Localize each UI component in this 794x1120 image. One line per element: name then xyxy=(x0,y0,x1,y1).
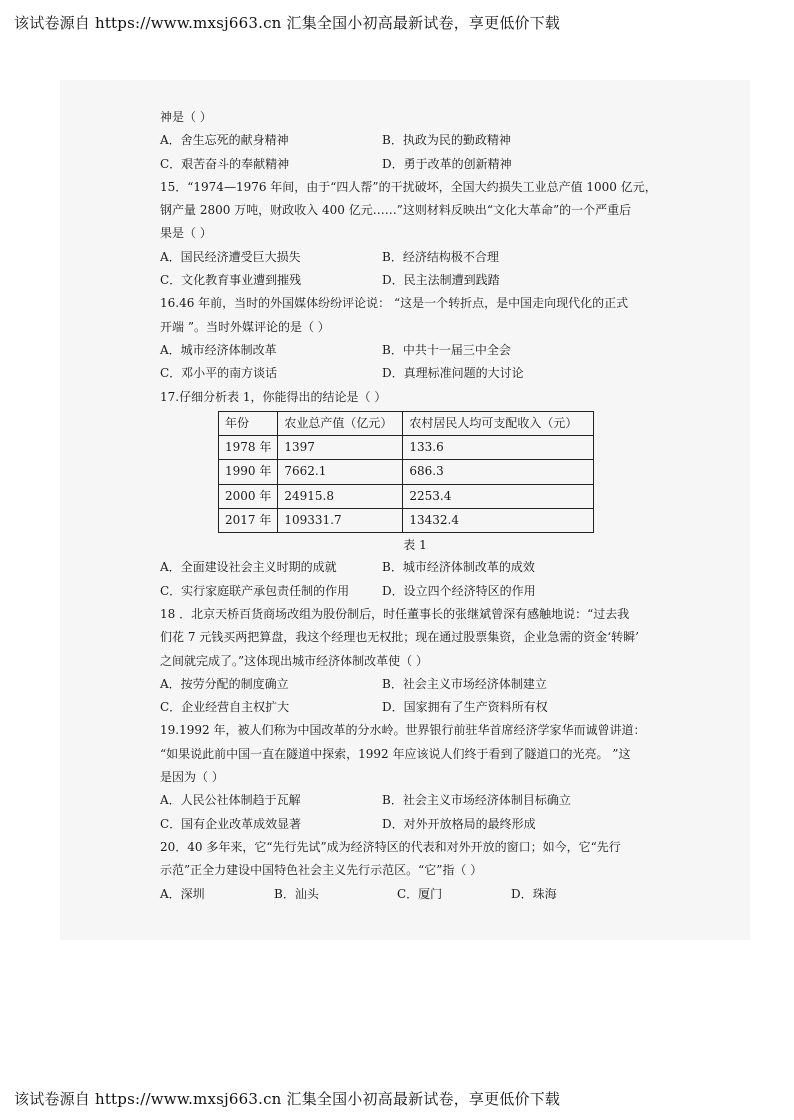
source-banner-bottom: 该试卷源自 https://www.mxsj663.cn 汇集全国小初高最新试卷，享更低价下载 xyxy=(14,1090,561,1108)
q14-tail: 神是（ ） xyxy=(160,110,212,124)
q20-option-d: D．珠海 xyxy=(511,886,557,901)
q16-option-d: D．真理标准问题的大讨论 xyxy=(382,366,524,381)
table-row xyxy=(219,436,594,460)
q17-option-c: C．实行家庭联产承包责任制的作用 xyxy=(160,583,350,598)
q15-options-row2 xyxy=(160,269,680,292)
q18-stem-line2: 们花 7 元钱买两把算盘，我这个经理也无权批；现在通过股票集资，企业急需的资金‘转瞬’ xyxy=(160,630,639,645)
table-cell: 24915.8 xyxy=(278,484,403,508)
table-row xyxy=(219,509,594,533)
q20-stem-line1: 20．40 多年来，它“先行先试”成为经济特区的代表和对外开放的窗口；如今，它“先行 xyxy=(160,839,621,854)
table-cell: 13432.4 xyxy=(403,509,594,533)
table-header-agri-output: 农业总产值（亿元） xyxy=(278,411,403,435)
q19-option-c: C．国有企业改革成效显著 xyxy=(160,816,302,831)
table-row xyxy=(219,460,594,484)
exam-document xyxy=(160,106,680,908)
q18-option-c: C．企业经营自主权扩大 xyxy=(160,700,290,715)
q15-option-c: C．文化教育事业遭到摧残 xyxy=(160,273,302,288)
q19-stem-line1: 19.1992 年，被人们称为中国改革的分水岭。世界银行前驻华首席经济学家华而诚曾讲道： xyxy=(160,723,646,738)
table-header-year: 年份 xyxy=(219,411,278,435)
q15-stem-line1: 15．“1974—1976 年间，由于“四人帮”的干扰破坏，全国大约损失工业总产值 1000 亿元， xyxy=(160,179,657,194)
q19-options-row1 xyxy=(160,789,680,812)
q16-stem-line1: 16.46 年前，当时的外国媒体纷纷评论说： “这是一个转折点，是中国走向现代化的正式 xyxy=(160,296,629,311)
q14-options-row1 xyxy=(160,129,680,152)
q15-stem-line2: 钢产量 2800 万吨，财政收入 400 亿元……”这则材料反映出“文化大革命”的一个严重后 xyxy=(160,203,632,218)
q17-option-d: D．设立四个经济特区的作用 xyxy=(382,583,536,598)
q19-options-row2 xyxy=(160,813,680,836)
table-cell: 7662.1 xyxy=(278,460,403,484)
q18-options-row2 xyxy=(160,696,680,719)
q17-option-a: A．全面建设社会主义时期的成就 xyxy=(160,560,337,575)
table-cell: 1990 年 xyxy=(219,460,278,484)
q15-stem-line3: 果是（ ） xyxy=(160,226,212,241)
table-cell: 2253.4 xyxy=(403,484,594,508)
table-cell: 109331.7 xyxy=(278,509,403,533)
table-header-row xyxy=(219,411,594,435)
q14-option-b: B．执政为民的勤政精神 xyxy=(382,133,511,148)
q20-option-c: C．厦门 xyxy=(397,886,443,901)
q19-stem-line2: “如果说此前中国一直在隧道中探索，1992 年应该说人们终于看到了隧道口的光亮。 ”这 xyxy=(160,746,631,761)
q20-option-b: B．汕头 xyxy=(274,886,319,901)
table-cell: 1397 xyxy=(278,436,403,460)
q17-stem: 17.仔细分析表 1，你能得出的结论是（ ） xyxy=(160,389,387,404)
q14-option-a: A．舍生忘死的献身精神 xyxy=(160,133,289,148)
q14-options-row2 xyxy=(160,153,680,176)
table-cell: 2017 年 xyxy=(219,509,278,533)
source-banner-top: 该试卷源自 https://www.mxsj663.cn 汇集全国小初高最新试卷，享更低价下载 xyxy=(14,14,561,32)
q19-option-a: A．人民公社体制趋于瓦解 xyxy=(160,793,301,808)
table-caption: 表 1 xyxy=(403,538,427,553)
q20-options-row xyxy=(160,883,680,908)
q20-option-a: A．深圳 xyxy=(160,886,205,901)
table-cell: 133.6 xyxy=(403,436,594,460)
q16-option-c: C．邓小平的南方谈话 xyxy=(160,366,278,381)
q16-stem-line2: 开端 ”。当时外媒评论的是（ ） xyxy=(160,319,330,334)
q17-data-table xyxy=(218,411,594,533)
table-cell: 686.3 xyxy=(403,460,594,484)
q15-option-b: B．经济结构极不合理 xyxy=(382,249,499,264)
q18-stem-line3: 之间就完成了。”这体现出城市经济体制改革使（ ） xyxy=(160,653,428,668)
q17-option-b: B．城市经济体制改革的成效 xyxy=(382,560,535,575)
q15-option-d: D．民主法制遭到践踏 xyxy=(382,273,500,288)
q18-stem-line1: 18 ．北京天桥百货商场改组为股份制后，时任董事长的张继斌曾深有感触地说：“过去我 xyxy=(160,606,630,621)
q15-option-a: A．国民经济遭受巨大损失 xyxy=(160,249,301,264)
table-header-rural-income: 农村居民人均可支配收入（元） xyxy=(403,411,594,435)
table-cell: 2000 年 xyxy=(219,484,278,508)
q17-options-row1 xyxy=(160,556,680,579)
q16-options-row1 xyxy=(160,339,680,362)
q15-options-row1 xyxy=(160,246,680,269)
q18-option-d: D．国家拥有了生产资料所有权 xyxy=(382,700,548,715)
q17-options-row2 xyxy=(160,580,680,603)
q18-options-row1 xyxy=(160,673,680,696)
q14-option-d: D．勇于改革的创新精神 xyxy=(382,156,512,171)
table-cell: 1978 年 xyxy=(219,436,278,460)
q19-stem-line3: 是因为（ ） xyxy=(160,770,224,785)
q19-option-b: B．社会主义市场经济体制目标确立 xyxy=(382,793,571,808)
q16-options-row2 xyxy=(160,362,680,385)
q18-option-b: B．社会主义市场经济体制建立 xyxy=(382,676,547,691)
q16-option-a: A．城市经济体制改革 xyxy=(160,342,277,357)
q19-option-d: D．对外开放格局的最终形成 xyxy=(382,816,536,831)
q16-option-b: B．中共十一届三中全会 xyxy=(382,342,511,357)
q20-stem-line2: 示范”正全力建设中国特色社会主义先行示范区。“它”指（ ） xyxy=(160,863,483,878)
table-row xyxy=(219,484,594,508)
q14-option-c: C．艰苦奋斗的奉献精神 xyxy=(160,156,290,171)
q18-option-a: A．按劳分配的制度确立 xyxy=(160,676,289,691)
